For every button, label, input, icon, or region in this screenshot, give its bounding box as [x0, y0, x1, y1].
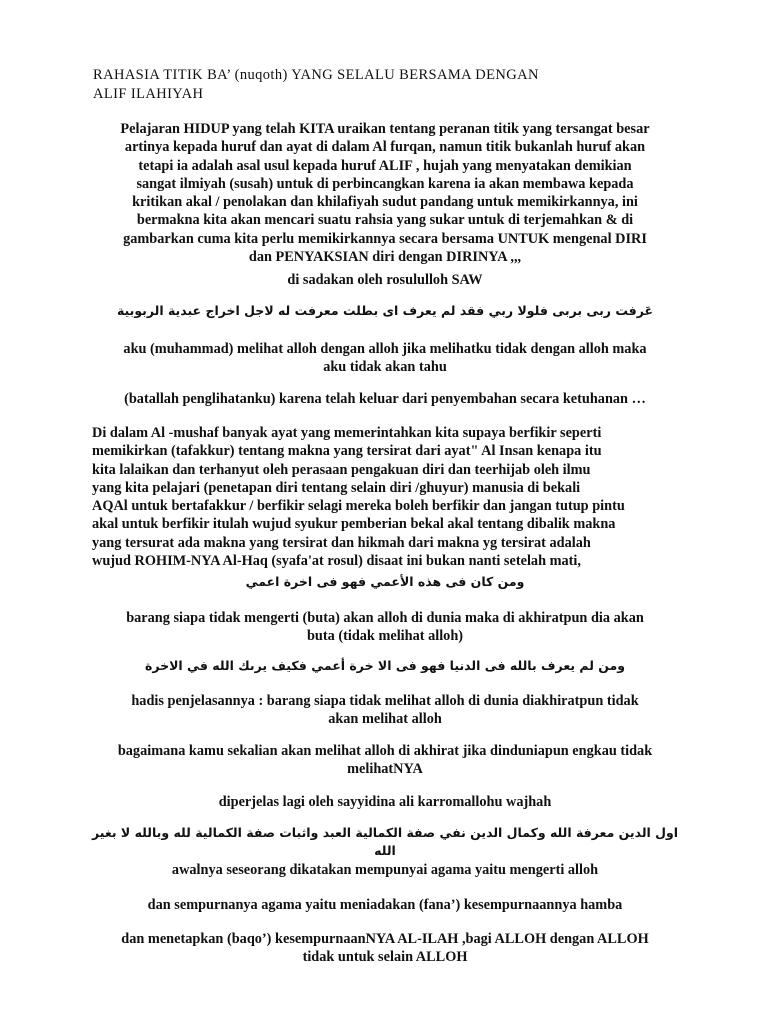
text-line: dan menetapkan (baqo’) kesempurnaanNYA AL-ILAH ,bagi ALLOH dengan ALLOH [121, 931, 649, 947]
text-line: sangat ilmiyah (susah) untuk di perbincangkan karena ia akan membawa kepada [136, 175, 634, 192]
text-line: memikirkan (tafakkur) tentang makna yang tersirat dari ayat" Al Insan kenapa itu [92, 443, 602, 460]
text-line: buta (tidak melihat alloh) [306, 628, 464, 645]
arabic-quote-1: عَرفت ربى بربى فلولا ربي فقد لم يعرف اى بطلت معرفت له لاجل اخراج عبدية الربوبية [116, 303, 654, 318]
mushaf-paragraph [92, 424, 692, 570]
text-line: bermakna kita akan mencari suatu rahsia yang sukar untuk di terjemahkan & di [136, 212, 634, 229]
arabic-quote-2: ومن كان فى هذه الأعمي فهو فى اخرة اعمي [245, 574, 525, 589]
arabic-quote-3: ومن لم يعرف بالله فى الدنيا فهو فى الا خرة أعمي فكيف يرىك الله في الاخرة [144, 658, 626, 673]
text-line: dan PENYAKSIAN diri dengan DIRINYA ,,, [248, 249, 522, 266]
text-line: barang siapa tidak mengerti (buta) akan alloh di dunia maka di akhiratpun dia akan [126, 610, 644, 626]
text-line: bagaimana kamu sekalian akan melihat alloh di akhirat jika dinduniapun engkau tidak [117, 743, 653, 759]
hadis-paragraph [80, 692, 690, 729]
text-line: kita lalaikan dan terhanyut oleh perasaan pengakuan diri dan teerhijab oleh ilmu [92, 461, 591, 478]
text-line: Pelajaran HIDUP yang telah KITA uraikan tentang peranan titik yang tersangat besar [120, 121, 650, 137]
arabic-quote-4: اول الدين معرفة الله وكمال الدين نفي صفة الكمالية العبد واثبات صفة الكمالية لله وبالله لا بغير الله [91, 825, 679, 858]
text-line: yang tersurat ada makna yang tersirat dan hikmah dari makna yg tersirat adalah [92, 534, 591, 551]
menetapkan-paragraph [80, 930, 690, 967]
text-line: AQAl untuk bertafakkur / berfikir selagi mereka boleh berfikir dan jangan tutup pintu [92, 498, 625, 515]
text-line: melihatNYA [347, 761, 423, 778]
awalnya-line: awalnya seseorang dikatakan mempunyai agama yaitu mengerti alloh [171, 862, 599, 878]
batallah-line: (batallah penglihatanku) karena telah keluar dari penyembahan secara ketuhanan … [124, 391, 646, 407]
aku-paragraph [80, 340, 690, 377]
diperjelas-line: diperjelas lagi oleh sayyidina ali karromallohu wajhah [218, 794, 552, 810]
intro-paragraph [80, 120, 690, 266]
text-line: kritikan akal / penolakan dan khilafiyah sudut pandang untuk memikirkannya, ini [132, 194, 638, 211]
text-line: akan melihat alloh [328, 711, 442, 728]
text-line: aku tidak akan tahu [323, 359, 447, 376]
text-line: artinya kepada huruf dan ayat di dalam Al furqan, namun titik bukanlah huruf akan [124, 139, 646, 156]
text-line: aku (muhammad) melihat alloh dengan alloh jika melihatku tidak dengan alloh maka [123, 341, 647, 357]
text-line: hadis penjelasannya : barang siapa tidak melihat alloh di dunia diakhiratpun tidak [131, 693, 639, 709]
text-line: tidak untuk selain ALLOH [302, 949, 468, 966]
sadakan-line: di sadakan oleh rosululloh SAW [287, 272, 483, 288]
bagaimana-paragraph [80, 742, 690, 779]
document-title [93, 66, 693, 104]
text-line: gambarkan cuma kita perlu memikirkannya secara bersama UNTUK mengenal DIRI [123, 230, 647, 247]
sempurna-line: dan sempurnanya agama yaitu meniadakan (fana’) kesempurnaannya hamba [147, 897, 623, 913]
text-line: tetapi ia adalah asal usul kepada huruf ALIF , hujah yang menyatakan demikian [138, 157, 632, 174]
title-line: ALIF ILAHIYAH [93, 86, 204, 102]
text-line: akal untuk berfikir itulah wujud syukur pemberian bekal akal tentang dibalik makna [92, 516, 616, 533]
text-line: wujud ROHIM-NYA Al-Haq (syafa'at rosul) disaat ini bukan nanti setelah mati, [92, 553, 581, 570]
title-line: RAHASIA TITIK BA’ (nuqoth) YANG SELALU BERSAMA DENGAN [93, 67, 539, 83]
barang-paragraph [80, 609, 690, 646]
text-line: yang kita pelajari (penetapan diri tentang selain diri /ghuyur) manusia di bekali [92, 479, 581, 496]
text-line: Di dalam Al -mushaf banyak ayat yang memerintahkan kita supaya berfikir seperti [92, 425, 602, 441]
